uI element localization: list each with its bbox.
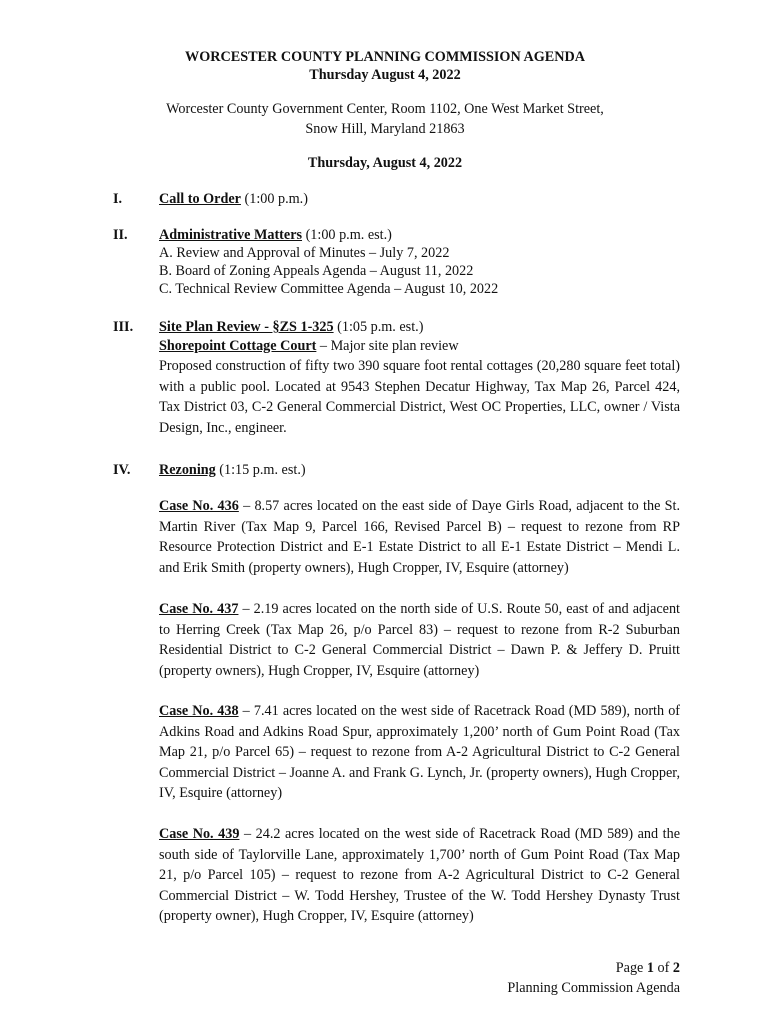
case-439 (159, 824, 680, 927)
page-footer (507, 958, 680, 998)
total-pages: 2 (672, 960, 680, 976)
section-1-numeral: I. (113, 191, 123, 207)
document-date: Thursday August 4, 2022 (309, 67, 461, 83)
case-438-text: – 7.41 acres located on the west side of Racetrack Road (MD 589), north of Adkins Road and Adkins Road Spur, approximately 1,200’ north of Gum Point Road (Tax Map 21, p/o Parcel 65) – request to rezone from A-2 Agricultural District to C-2 General Commercial District – Joanne A. and Frank G. Lynch, Jr. (property owners), Hugh Cropper, IV, Esquire (attorney) (159, 703, 681, 802)
location-line-1: Worcester County Government Center, Room 1102, One West Market Street, (166, 101, 604, 117)
case-439-text: – 24.2 acres located on the west side of Racetrack Road (MD 589) and the south side of Taylorville Lane, approximately 1,700’ north of Gum Point Road (Tax Map 21, p/o Parcel 105) – request to rezone from A-2 Agricultural District to C-2 General Commercial District – W. Todd Hershey, Trustee of the W. Todd Hershey Dynasty Trust (property owner), Hugh Cropper, IV, Esquire (attorney) (159, 826, 680, 925)
current-page: 1 (646, 960, 654, 976)
section-3-heading: Site Plan Review - §ZS 1-325 (159, 319, 334, 335)
admin-item-c: C. Technical Review Committee Agenda – August 10, 2022 (159, 281, 499, 297)
admin-item-b: B. Board of Zoning Appeals Agenda – August 11, 2022 (159, 263, 474, 279)
page-number: Page 1 of 2 (615, 960, 680, 976)
section-4-numeral: IV. (113, 462, 131, 478)
section-4-header (159, 461, 680, 479)
section-3 (159, 318, 680, 438)
case-436 (159, 496, 680, 578)
section-2 (159, 226, 680, 298)
site-plan-type: – Major site plan review (316, 338, 459, 354)
section-1-heading: Call to Order (159, 191, 241, 207)
section-2-time: (1:00 p.m. est.) (302, 227, 392, 243)
section-3-time: (1:05 p.m. est.) (333, 319, 424, 335)
case-437-label: Case No. 437 (159, 601, 239, 617)
section-3-numeral: III. (113, 319, 134, 335)
case-439-label: Case No. 439 (159, 826, 240, 842)
admin-item-a: A. Review and Approval of Minutes – July 7, 2022 (159, 245, 450, 261)
section-1-time: (1:00 p.m.) (240, 191, 308, 207)
site-plan-name: Shorepoint Cottage Court (159, 338, 317, 354)
meeting-date: Thursday, August 4, 2022 (307, 155, 463, 171)
case-438 (159, 701, 680, 804)
site-plan-description: Proposed construction of fifty two 390 square foot rental cottages (20,280 square feet total) with a public pool. Located at 9543 Stephen Decatur Highway, Tax Map 26, Parcel 424, Tax District 03, C-2 General Commercial District, West OC Properties, LLC, owner / Vista Design, Inc., engineer. (159, 358, 680, 436)
case-438-label: Case No. 438 (159, 703, 239, 719)
section-2-heading: Administrative Matters (159, 227, 303, 243)
location-line-2: Snow Hill, Maryland 21863 (305, 121, 465, 137)
section-4-time: (1:15 p.m. est.) (215, 462, 306, 478)
document-name: Planning Commission Agenda (507, 980, 680, 996)
case-436-text: – 8.57 acres located on the east side of Daye Girls Road, adjacent to the St. Martin River (Tax Map 9, Parcel 166, Revised Parcel B) – request to rezone from RP Resource Protection District and E-1 Estate District to all E-1 Estate District – Mendi L. and Erik Smith (property owners), Hugh Cropper, IV, Esquire (attorney) (159, 498, 680, 576)
section-4-heading: Rezoning (159, 462, 216, 478)
document-title: WORCESTER COUNTY PLANNING COMMISSION AGENDA (185, 49, 585, 65)
case-437 (159, 599, 680, 681)
case-437-text: – 2.19 acres located on the north side of U.S. Route 50, east of and adjacent to Herring Creek (Tax Map 26, p/o Parcel 83) – request to rezone from R-2 Suburban Residential District to C-2 General Commercial District – Dawn P. & Jeffery D. Pruitt (property owners), Hugh Cropper, IV, Esquire (attorney) (159, 601, 681, 679)
case-436-label: Case No. 436 (159, 498, 239, 514)
section-1 (159, 190, 680, 208)
section-2-numeral: II. (113, 227, 128, 243)
